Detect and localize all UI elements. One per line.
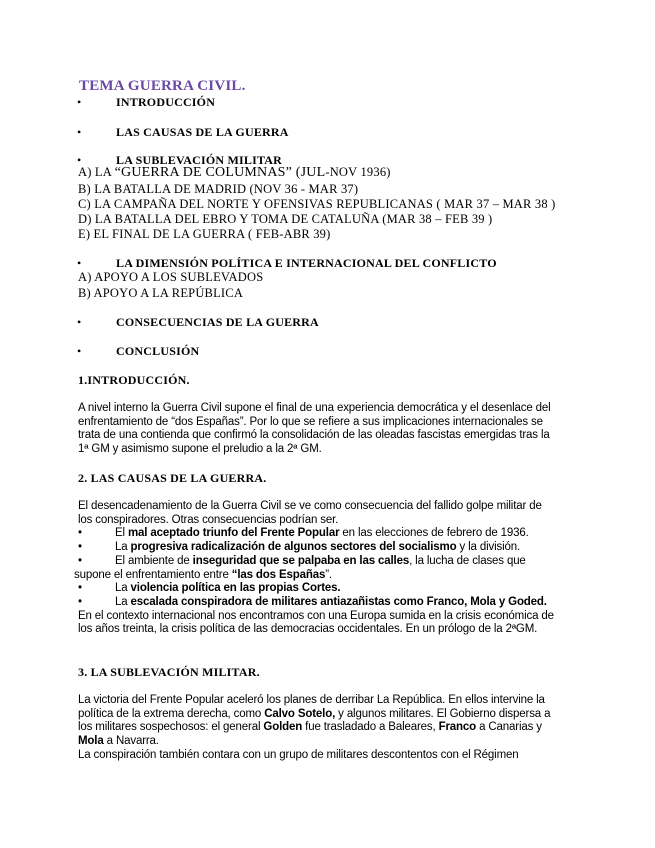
toc-sub-d: D) LA BATALLA DEL EBRO Y TOMA DE CATALUÑA (MAR 38 – FEB 39 )	[78, 212, 493, 226]
toc-intro: INTRODUCCIÓN	[116, 95, 216, 109]
bullet-icon: •	[77, 95, 82, 109]
section-1-heading: 1.INTRODUCCIÓN.	[78, 373, 190, 387]
section-3-body	[78, 694, 556, 763]
bullet-icon: •	[78, 554, 82, 567]
section-3-paragraph: La victoria del Frente Popular aceleró los planes de derribar La República. En ellos intervine la política de la extrema derecha, como Calvo Sotelo, y algunos militares. El Gobierno dispersa a los militares sospechosos: el general Golden fue trasladado a Baleares, Franco a Canarias y Mola a Navarra.	[78, 694, 551, 748]
list-item-continuation: supone el enfrentamiento entre “las dos Españas”.	[74, 568, 332, 581]
section-1-paragraph: A nivel interno la Guerra Civil supone el final de una experiencia democrática y el desenlace del enfrentamiento de “dos Españas”. Por lo que se refiere a sus implicaciones internacionales se trata de una contienda que confirmó la consolidación de las oleadas fascistas emergidas tras la 1ª GM y asimismo supone el preludio a la 2ª GM.	[78, 402, 551, 456]
section-2-body	[74, 500, 556, 637]
bullet-icon: •	[78, 541, 82, 554]
bullet-icon: •	[77, 256, 82, 270]
bullet-icon: •	[78, 595, 82, 608]
bullet-icon: •	[78, 527, 82, 540]
list-item: • El ambiente de inseguridad que se palpaba en las calles, la lucha de clases que	[78, 554, 526, 567]
toc-causas: LAS CAUSAS DE LA GUERRA	[116, 125, 289, 139]
toc-conclusion: CONCLUSIÓN	[116, 344, 200, 358]
bullet-icon: •	[78, 582, 82, 595]
toc-dim-b: B) APOYO A LA REPÚBLICA	[78, 286, 244, 300]
section-2-intro: El desencadenamiento de la Guerra Civil se ve como consecuencia del fallido golpe militar de los conspiradores. Otras consecuencias podrían ser.	[78, 500, 542, 526]
section-2-closing: En el contexto internacional nos encontramos con una Europa sumida en la crisis económica de los años treinta, la crisis política de las democracias occidentales. En un prólogo de la 2ªGM.	[78, 609, 554, 636]
section-3-heading: 3. LA SUBLEVACIÓN MILITAR.	[78, 665, 260, 679]
list-item: • La progresiva radicalización de algunos sectores del socialismo y la división.	[78, 541, 521, 554]
list-item: • La escalada conspiradora de militares antiazañistas como Franco, Mola y Goded.	[78, 595, 547, 608]
document-title: TEMA GUERRA CIVIL.	[79, 78, 246, 94]
bullet-icon: •	[77, 344, 82, 358]
toc-sub-b: B) LA BATALLA DE MADRID (NOV 36 - MAR 37)	[78, 182, 359, 196]
toc-sub-c: C) LA CAMPAÑA DEL NORTE Y OFENSIVAS REPUBLICANAS ( MAR 37 – MAR 38 )	[78, 197, 556, 211]
toc-sub-a: A) LA “GUERRA DE COLUMNAS” (JUL-NOV 1936)	[78, 165, 391, 180]
bullet-icon: •	[77, 315, 82, 329]
list-item: • La violencia política en las propias Cortes.	[78, 582, 341, 595]
toc-sublevacion: LA SUBLEVACIÓN MILITAR	[116, 153, 282, 167]
section-2-heading: 2. LAS CAUSAS DE LA GUERRA.	[78, 471, 267, 485]
toc-dimension: LA DIMENSIÓN POLÍTICA E INTERNACIONAL DEL CONFLICTO	[116, 256, 497, 270]
toc-sub-e: E) EL FINAL DE LA GUERRA ( FEB-ABR 39)	[78, 227, 331, 241]
section-3-paragraph-2: La conspiración también contara con un grupo de militares descontentos con el Régimen	[78, 748, 519, 761]
bullet-icon: •	[77, 125, 82, 139]
toc-consecuencias: CONSECUENCIAS DE LA GUERRA	[116, 315, 319, 329]
bullet-icon: •	[77, 153, 82, 167]
list-item: • El mal aceptado triunfo del Frente Popular en las elecciones de febrero de 1936.	[78, 527, 529, 540]
toc-dim-a: A) APOYO A LOS SUBLEVADOS	[78, 270, 264, 284]
